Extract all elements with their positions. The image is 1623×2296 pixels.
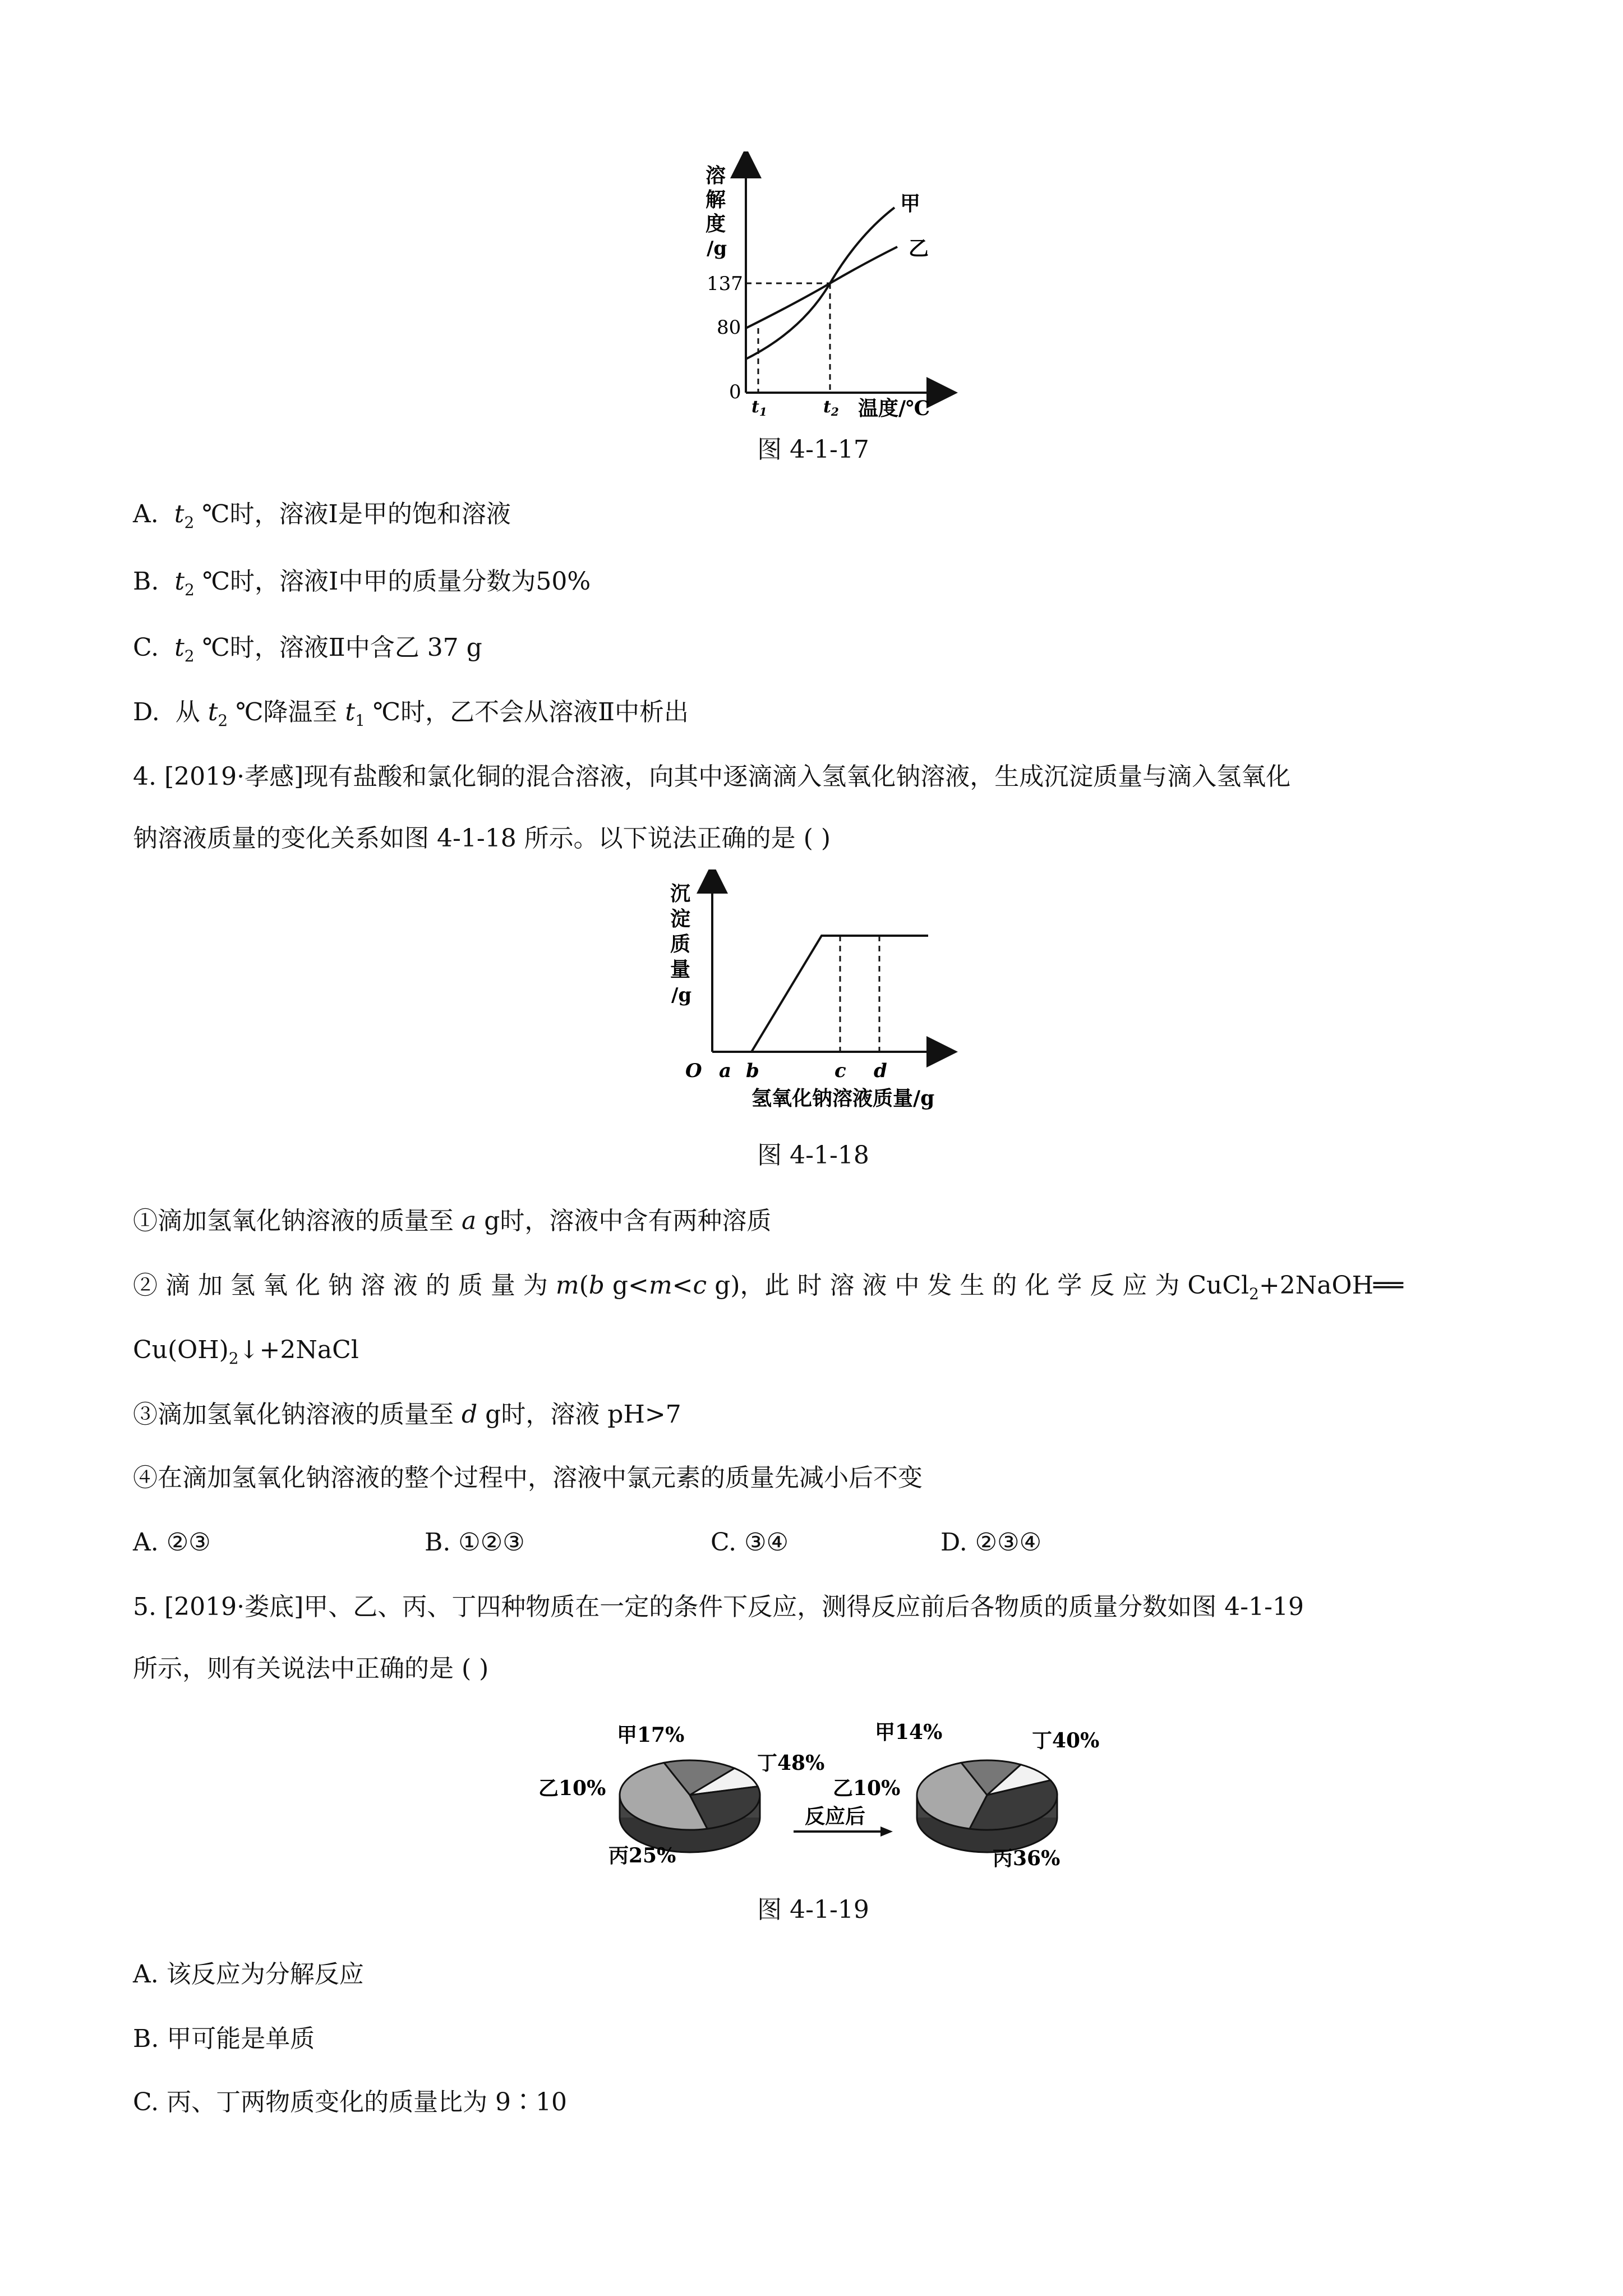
label-after-yi: 乙10%: [833, 1777, 901, 1800]
label-before-jia: 甲17%: [617, 1723, 685, 1747]
y-label-3: 度: [706, 212, 726, 236]
x-tick-c: c: [834, 1060, 846, 1082]
q4-statement-3: ③滴加氢氧化钠溶液的质量至 d g时，溶液 pH>7: [133, 1400, 681, 1429]
x-tick-t2: $t_2$: [823, 397, 839, 418]
q3-option-a: A. $t_2$ ℃时，溶液Ⅰ是甲的饱和溶液: [133, 500, 511, 532]
q5-option-c: C. 丙、丁两物质变化的质量比为 9∶10: [133, 2088, 568, 2116]
series-yi-label: 乙: [909, 237, 929, 260]
label-after-jia: 甲14%: [875, 1720, 943, 1744]
q5-stem-line2: 所示，则有关说法中正确的是 ( ): [133, 1654, 489, 1683]
y-tick-80: 80: [717, 316, 741, 339]
q5-stem-line1: 5. [2019·娄底]甲、乙、丙、丁四种物质在一定的条件下反应，测得反应前后各物质的质量分数如图 4-1-19: [133, 1593, 1304, 1621]
q3-option-d: D. 从 $t_2$ ℃降温至 $t_1$ ℃时，乙不会从溶液Ⅱ中析出: [133, 698, 689, 730]
precipitate-line: [751, 936, 928, 1052]
label-after-bing: 丙36%: [993, 1847, 1061, 1870]
q3-option-b: B. $t_2$ ℃时，溶液Ⅰ中甲的质量分数为50%: [133, 567, 591, 599]
y-label-18-5: /g: [671, 984, 692, 1006]
y-tick-0: 0: [729, 381, 741, 403]
q5-option-a: A. 该反应为分解反应: [133, 1960, 364, 1989]
figure-caption-17: 图 4-1-17: [757, 435, 869, 464]
q4-statement-4: ④在滴加氢氧化钠溶液的整个过程中，溶液中氯元素的质量先减小后不变: [133, 1464, 923, 1492]
label-after-ding: 丁40%: [1032, 1729, 1100, 1752]
precipitate-chart: [656, 869, 970, 1116]
q4-option-d: D. ②③④: [940, 1528, 1042, 1557]
q5-option-b: B. 甲可能是单质: [133, 2024, 315, 2053]
curve-yi: [746, 247, 897, 328]
reaction-arrow-label: 反应后: [805, 1805, 866, 1828]
solubility-chart: [695, 151, 959, 426]
label-before-yi: 乙10%: [538, 1777, 606, 1800]
series-jia-label: 甲: [900, 192, 921, 215]
y-label-4: /g: [707, 237, 727, 260]
x-tick-O: O: [685, 1060, 702, 1082]
q4-options: [133, 1526, 1041, 1559]
x-tick-d: d: [874, 1060, 887, 1082]
x-axis-label-18: 氢氧化钠溶液质量/g: [751, 1087, 935, 1110]
q4-option-c: C. ③④: [711, 1528, 789, 1557]
q3-option-c: C. $t_2$ ℃时，溶液Ⅱ中含乙 37 g: [133, 633, 482, 665]
q4-option-a: A. ②③: [133, 1528, 211, 1557]
q4-stem-line1: 4. [2019·孝感]现有盐酸和氯化铜的混合溶液，向其中逐滴滴入氢氧化钠溶液，生成沉淀质量与滴入氢氧化: [133, 762, 1291, 791]
x-tick-a: a: [719, 1060, 732, 1082]
q4-stem-line2: 钠溶液质量的变化关系如图 4-1-18 所示。以下说法正确的是 ( ): [133, 824, 831, 853]
x-axis-label: 温度/℃: [858, 397, 930, 420]
q4-statement-1: ①滴加氢氧化钠溶液的质量至 a g时，溶液中含有两种溶质: [133, 1207, 772, 1235]
y-label-18-4: 量: [670, 958, 691, 981]
y-label-1: 溶: [706, 164, 726, 187]
label-before-ding: 丁48%: [757, 1751, 825, 1775]
q4-option-b: B. ①②③: [425, 1528, 525, 1557]
q4-statement-2a: ② 滴 加 氢 氧 化 钠 溶 液 的 质 量 为 m(b g<m<c g)，此 时 溶 液 中 发 生 的 化 学 反 应 为 CuCl$_2$+2NaOH══: [133, 1271, 1403, 1303]
figure-caption-19: 图 4-1-19: [757, 1895, 869, 1924]
pie-charts: [516, 1700, 1133, 1879]
y-label-18-3: 质: [670, 932, 691, 956]
y-label-18-2: 淀: [670, 907, 691, 931]
x-tick-b: b: [746, 1060, 759, 1082]
y-label-2: 解: [706, 188, 726, 211]
q4-statement-2b: $Cu(OH)_2↓+2NaCl$: [133, 1336, 359, 1368]
y-label-18-1: 沉: [670, 882, 691, 905]
figure-caption-18: 图 4-1-18: [757, 1141, 869, 1170]
reaction-arrow-head: [880, 1826, 893, 1837]
x-tick-t1: $t_1$: [751, 397, 767, 418]
y-tick-137: 137: [707, 273, 743, 295]
label-before-bing: 丙25%: [608, 1844, 676, 1867]
